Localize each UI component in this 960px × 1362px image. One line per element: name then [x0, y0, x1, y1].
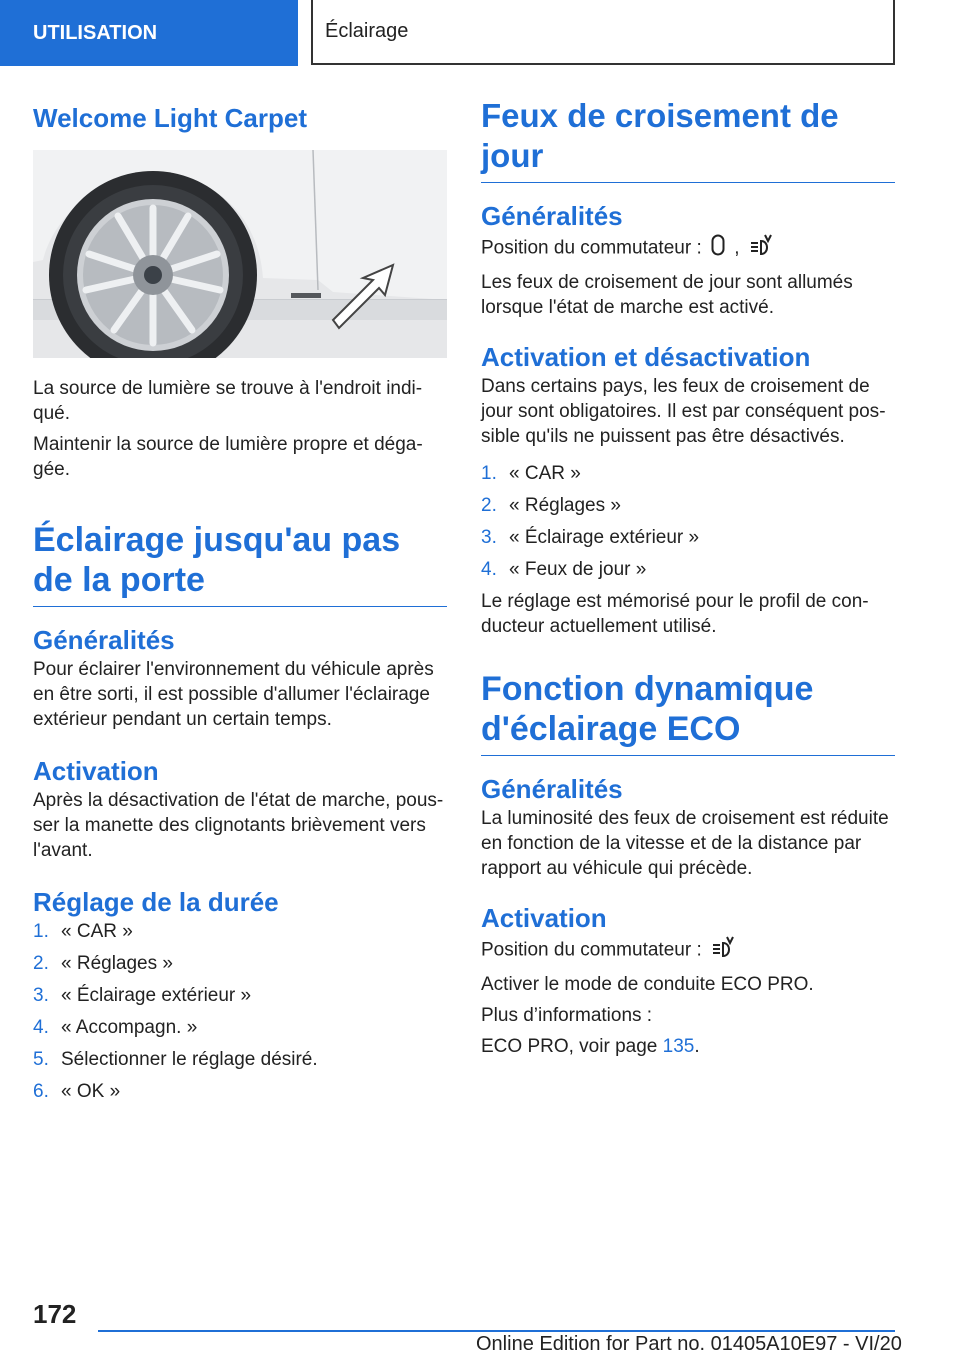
doorstep-activation-paragraph: Après la désactivation de l'état de marche, pousser la manette des clignotants brièvement vers l'avant. — [33, 790, 444, 861]
section-label: UTILISATION — [33, 21, 158, 44]
list-item: 3. « Éclairage extérieur » — [481, 527, 700, 548]
welcome-light-figure — [33, 150, 447, 358]
welcome-title: Welcome Light Carpet — [33, 103, 308, 133]
duration-steps — [33, 919, 447, 1104]
list-item: 4. « Accompagn. » — [33, 1017, 198, 1038]
list-item: 6. « OK » — [33, 1081, 121, 1102]
list-item: 1. « CAR » — [481, 463, 581, 484]
eco-general-title: Généralités — [481, 774, 623, 804]
list-item: 4. « Feux de jour » — [481, 559, 647, 580]
edition-line: Online Edition for Part no. 01405A10E97 - VI/20 — [476, 1333, 902, 1355]
page-link[interactable]: 135 — [662, 1036, 695, 1057]
duration-title: Réglage de la durée — [33, 887, 279, 917]
left-column — [33, 96, 447, 1111]
list-item: 2. « Réglages » — [481, 495, 621, 516]
list-item: 2. « Réglages » — [33, 953, 173, 974]
light-switch-off-icon — [711, 234, 725, 263]
eco-paragraph-1: Activer le mode de conduite ECO PRO. — [481, 974, 814, 995]
drl-activation-title: Activation et désactivation — [481, 342, 811, 372]
eco-general-paragraph: La luminosité des feux de croisement est réduite en fonction de la vitesse et de la distance par rapport au véhicule qui précède. — [481, 808, 889, 879]
drl-general-title: Généralités — [481, 201, 623, 231]
eco-paragraph-2: Plus d’informations : — [481, 1005, 653, 1026]
list-item: 5. Sélectionner le réglage désiré. — [33, 1049, 318, 1070]
eco-reference: ECO PRO, voir page 135. — [481, 1036, 700, 1057]
drl-switch-position: Position du commutateur : , — [481, 233, 895, 264]
eco-activation-title: Activation — [481, 903, 607, 933]
eco-title: Fonction dynamique d'éclairage ECO — [481, 669, 895, 756]
list-item: 3. « Éclairage extérieur » — [33, 985, 252, 1006]
drl-steps — [481, 461, 895, 582]
car-wheel-illustration — [33, 150, 447, 358]
automatic-headlight-icon — [711, 935, 737, 966]
doorstep-activation-title: Activation — [33, 756, 159, 786]
doorstep-general-paragraph: Pour éclairer l'environnement du véhicule après en être sorti, il est possible d'allumer l'éclairage extérieur pendant un certain temps. — [33, 659, 434, 730]
list-item: 1. « CAR » — [33, 921, 133, 942]
chapter-label: Éclairage — [325, 20, 409, 42]
eco-switch-position: Position du commutateur : — [481, 935, 895, 966]
automatic-headlight-icon — [749, 233, 775, 264]
footer-divider — [98, 1330, 895, 1332]
right-column — [481, 96, 895, 1065]
page-number: 172 — [33, 1299, 77, 1329]
doorstep-general-title: Généralités — [33, 625, 175, 655]
chapter-header — [311, 0, 895, 65]
drl-title: Feux de croisement de jour — [481, 96, 895, 183]
section-tab — [0, 0, 298, 66]
drl-memo-paragraph: Le réglage est mémorisé pour le profil de conducteur actuellement utilisé. — [481, 591, 869, 637]
welcome-paragraph-1: La source de lumière se trouve à l'endroit indiqué. — [33, 378, 423, 424]
welcome-paragraph-2: Maintenir la source de lumière propre et dégagée. — [33, 434, 423, 480]
drl-activation-paragraph: Dans certains pays, les feux de croisement de jour sont obligatoires. Il est par conséquent possible qu'ils ne puissent pas être désactivés. — [481, 376, 886, 447]
doorstep-title: Éclairage jusqu'au pas de la porte — [33, 520, 447, 607]
drl-general-paragraph: Les feux de croisement de jour sont allumés lorsque l'état de marche est activé. — [481, 272, 853, 318]
